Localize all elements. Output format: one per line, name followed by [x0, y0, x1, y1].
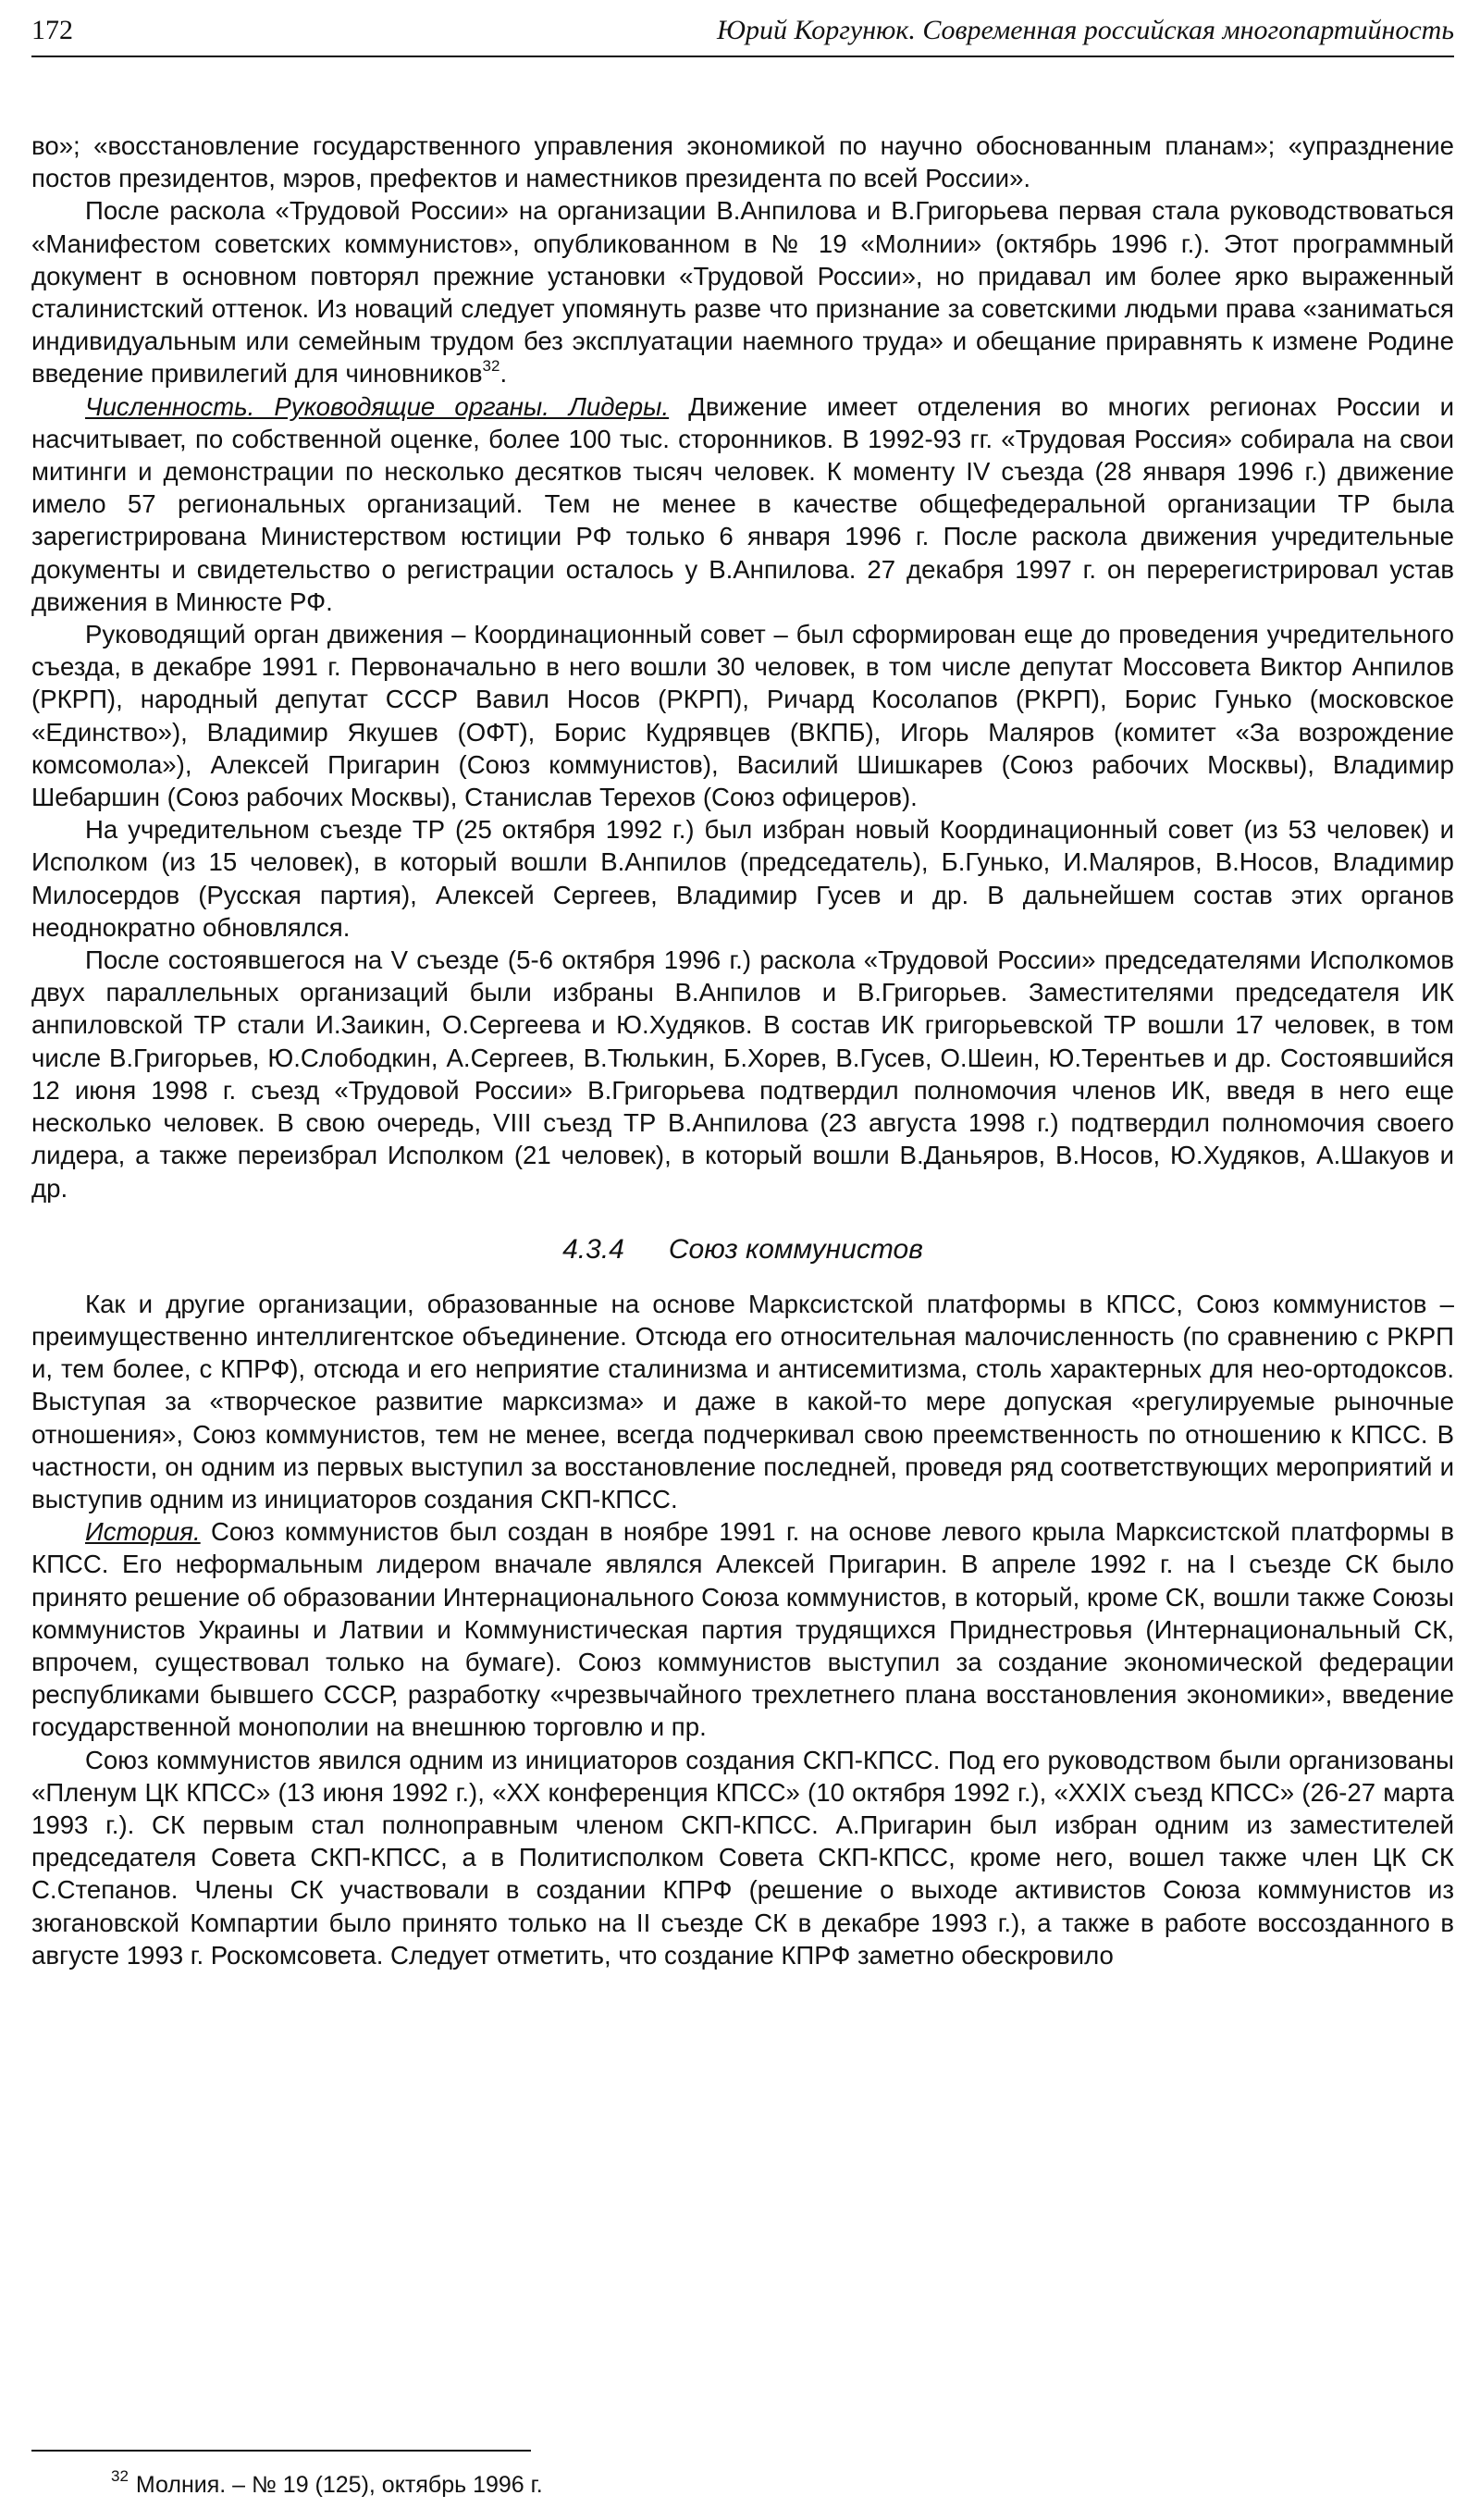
paragraph: Союз коммунистов явился одним из инициаторов создания СКП-КПСС. Под его руководством были организованы «Пленум ЦК КПСС» (13 июня 1992 г.), «XX конференция КПСС» (10 октября 1992 г.), «XXIX съезд КПСС» (26-27 марта 1993 г.). СК первым стал полноправным членом СКП-КПСС. А.Пригарин был избран одним из заместителей председателя Совета СКП-КПСС, а в Политисполком Совета СКП-КПСС, кроме него, вошел также член ЦК СК С.Степанов. Члены СК участвовали в создании КПРФ (решение о выходе активистов Союза коммунистов из зюгановской Компартии было принято только на II съезде СК в декабре 1993 г.), а также в работе воссозданного в августе 1993 г. Роскомсовета. Следует отметить, что создание КПРФ заметно обескровило: [31, 1745, 1454, 1970]
footnote-text: Молния. – № 19 (125), октябрь 1996 г.: [135, 2472, 543, 2498]
paragraph: Руководящий орган движения – Координационный совет – был сформирован еще до проведения учредительного съезда, в декабре 1991 г. Первоначально в него вошли 30 человек, в том числе депутат Моссовета Виктор Анпилов (РКРП), народный депутат СССР Вавил Носов (РКРП), Ричард Косолапов (РКРП), Борис Гунько (московское «Единство»), Владимир Якушев (ОФТ), Борис Кудрявцев (ВКПБ), Игорь Маляров (комитет «За возрождение комсомола»), Алексей Пригарин (Союз коммунистов), Василий Шишкарев (Союз рабочих Москвы), Владимир Шебаршин (Союз рабочих Москвы), Станислав Терехов (Союз офицеров).: [31, 620, 1454, 812]
page-number: 172: [31, 15, 73, 45]
paragraph-lead: История.: [85, 1517, 201, 1547]
paragraph-lead: Численность. Руководящие органы. Лидеры.: [85, 391, 670, 421]
section-number: 4.3.4: [562, 1233, 624, 1265]
body-text: [31, 130, 1454, 1971]
page-header: [31, 13, 1454, 57]
paragraph: во»; «восстановление государственного управления экономикой по научно обоснованным планам»; «упразднение постов президентов, мэров, префектов и наместников президента по всей России».: [31, 131, 1454, 193]
section-heading: [31, 1232, 1454, 1267]
paragraph: После раскола «Трудовой России» на организации В.Анпилова и В.Григорьева первая стала руководствоваться «Манифестом советских коммунистов», опубликованном в № 19 «Молнии» (октябрь 1996 г.). Этот программный документ в основном повторял прежние установки «Трудовой России», но придавал им более ярко выраженный сталинистский оттенок. Из новаций следует упомянуть разве что признание за советскими людьми права «заниматься индивидуальным или семейным трудом без эксплуатации наемного труда» и обещание приравнять к измене Родине введение привилегий для чиновников$^{32}$.: [31, 196, 1454, 389]
section-title: Союз коммунистов: [668, 1233, 923, 1265]
paragraph: После состоявшегося на V съезде (5-6 октября 1996 г.) раскола «Трудовой России» председателями Исполкомов двух параллельных организаций были избраны В.Анпилов и В.Григорьев. Заместителями председателя ИК анпиловской ТР стали И.Заикин, О.Сергеева и Ю.Худяков. В состав ИК григорьевской ТР вошли 17 человек, в том числе В.Григорьев, Ю.Слободкин, А.Сергеев, В.Тюлькин, Б.Хорев, В.Гусев, О.Шеин, Ю.Терентьев и др. Состоявшийся 12 июня 1998 г. съезд «Трудовой России» В.Григорьева подтвердил полномочия членов ИК, введя в него еще несколько человек. В свою очередь, VIII съезд ТР В.Анпилова (23 августа 1998 г.) подтвердил полномочия своего лидера, а также переизбрал Исполком (21 человек), в который вошли В.Даньяров, В.Носов, Ю.Худяков, А.Шакуов и др.: [31, 945, 1454, 1203]
paragraph: История. Союз коммунистов был создан в ноябре 1991 г. на основе левого крыла Марксистской платформы в КПСС. Его неформальным лидером вначале являлся Алексей Пригарин. В апреле 1992 г. на I съезде СК было принято решение об образовании Интернационального Союза коммунистов, в который, кроме СК, вошли также Союзы коммунистов Украины и Латвии и Коммунистическая партия трудящихся Приднестровья (Интернациональный СК, впрочем, существовал только на бумаге). Союз коммунистов выступил за создание экономической федерации республиками бывшего СССР, разработку «чрезвычайного трехлетнего плана восстановления экономики», введение государственной монополии на внешнюю торговлю и пр.: [31, 1517, 1454, 1742]
paragraph: Численность. Руководящие органы. Лидеры. Движение имеет отделения во многих регионах России и насчитывает, по собственной оценке, более 100 тыс. сторонников. В 1992-93 гг. «Трудовая Россия» собирала на свои митинги и демонстрации по несколько десятков тысяч человек. К моменту IV съезда (28 января 1996 г.) движение имело 57 региональных организаций. Тем не менее в качестве общефедеральной организации ТР была зарегистрирована Министерством юстиции РФ только 6 января 1996 г. После раскола движения учредительные документы и свидетельство о регистрации осталось у В.Анпилова. 27 декабря 1997 г. он перерегистрировал устав движения в Минюсте РФ.: [31, 391, 1454, 616]
running-title: Юрий Коргунюк. Современная российская многопартийность: [716, 15, 1454, 45]
paragraph: Как и другие организации, образованные на основе Марксистской платформы в КПСС, Союз коммунистов – преимущественно интеллигентское объединение. Отсюда его относительная малочисленность (по сравнению с РКРП и, тем более, с КПРФ), отсюда и его неприятие сталинизма и антисемитизма, столь характерных для нео-ортодоксов. Выступая за «творческое развитие марксизма» и даже в какой-то мере допуская «регулируемые рыночные отношения», Союз коммунистов, тем не менее, всегда подчеркивал свою преемственность по отношению к КПСС. В частности, он одним из первых выступил за восстановление последней, проведя ряд соответствующих мероприятий и выступив одним из инициаторов создания СКП-КПСС.: [31, 1289, 1454, 1513]
footnote-number: 32: [111, 2467, 129, 2485]
footnote-divider: [31, 2450, 531, 2452]
paragraph: На учредительном съезде ТР (25 октября 1992 г.) был избран новый Координационный совет (из 53 человек) и Исполком (из 15 человек), в который вошли В.Анпилов (председатель), Б.Гунько, И.Маляров, В.Носов, Владимир Милосердов (Русская партия), Алексей Сергеев, Владимир Гусев и др. В дальнейшем состав этих органов неоднократно обновлялся.: [31, 815, 1454, 942]
footnote-reference[interactable]: 32: [482, 357, 500, 376]
footnote: [111, 2467, 543, 2500]
